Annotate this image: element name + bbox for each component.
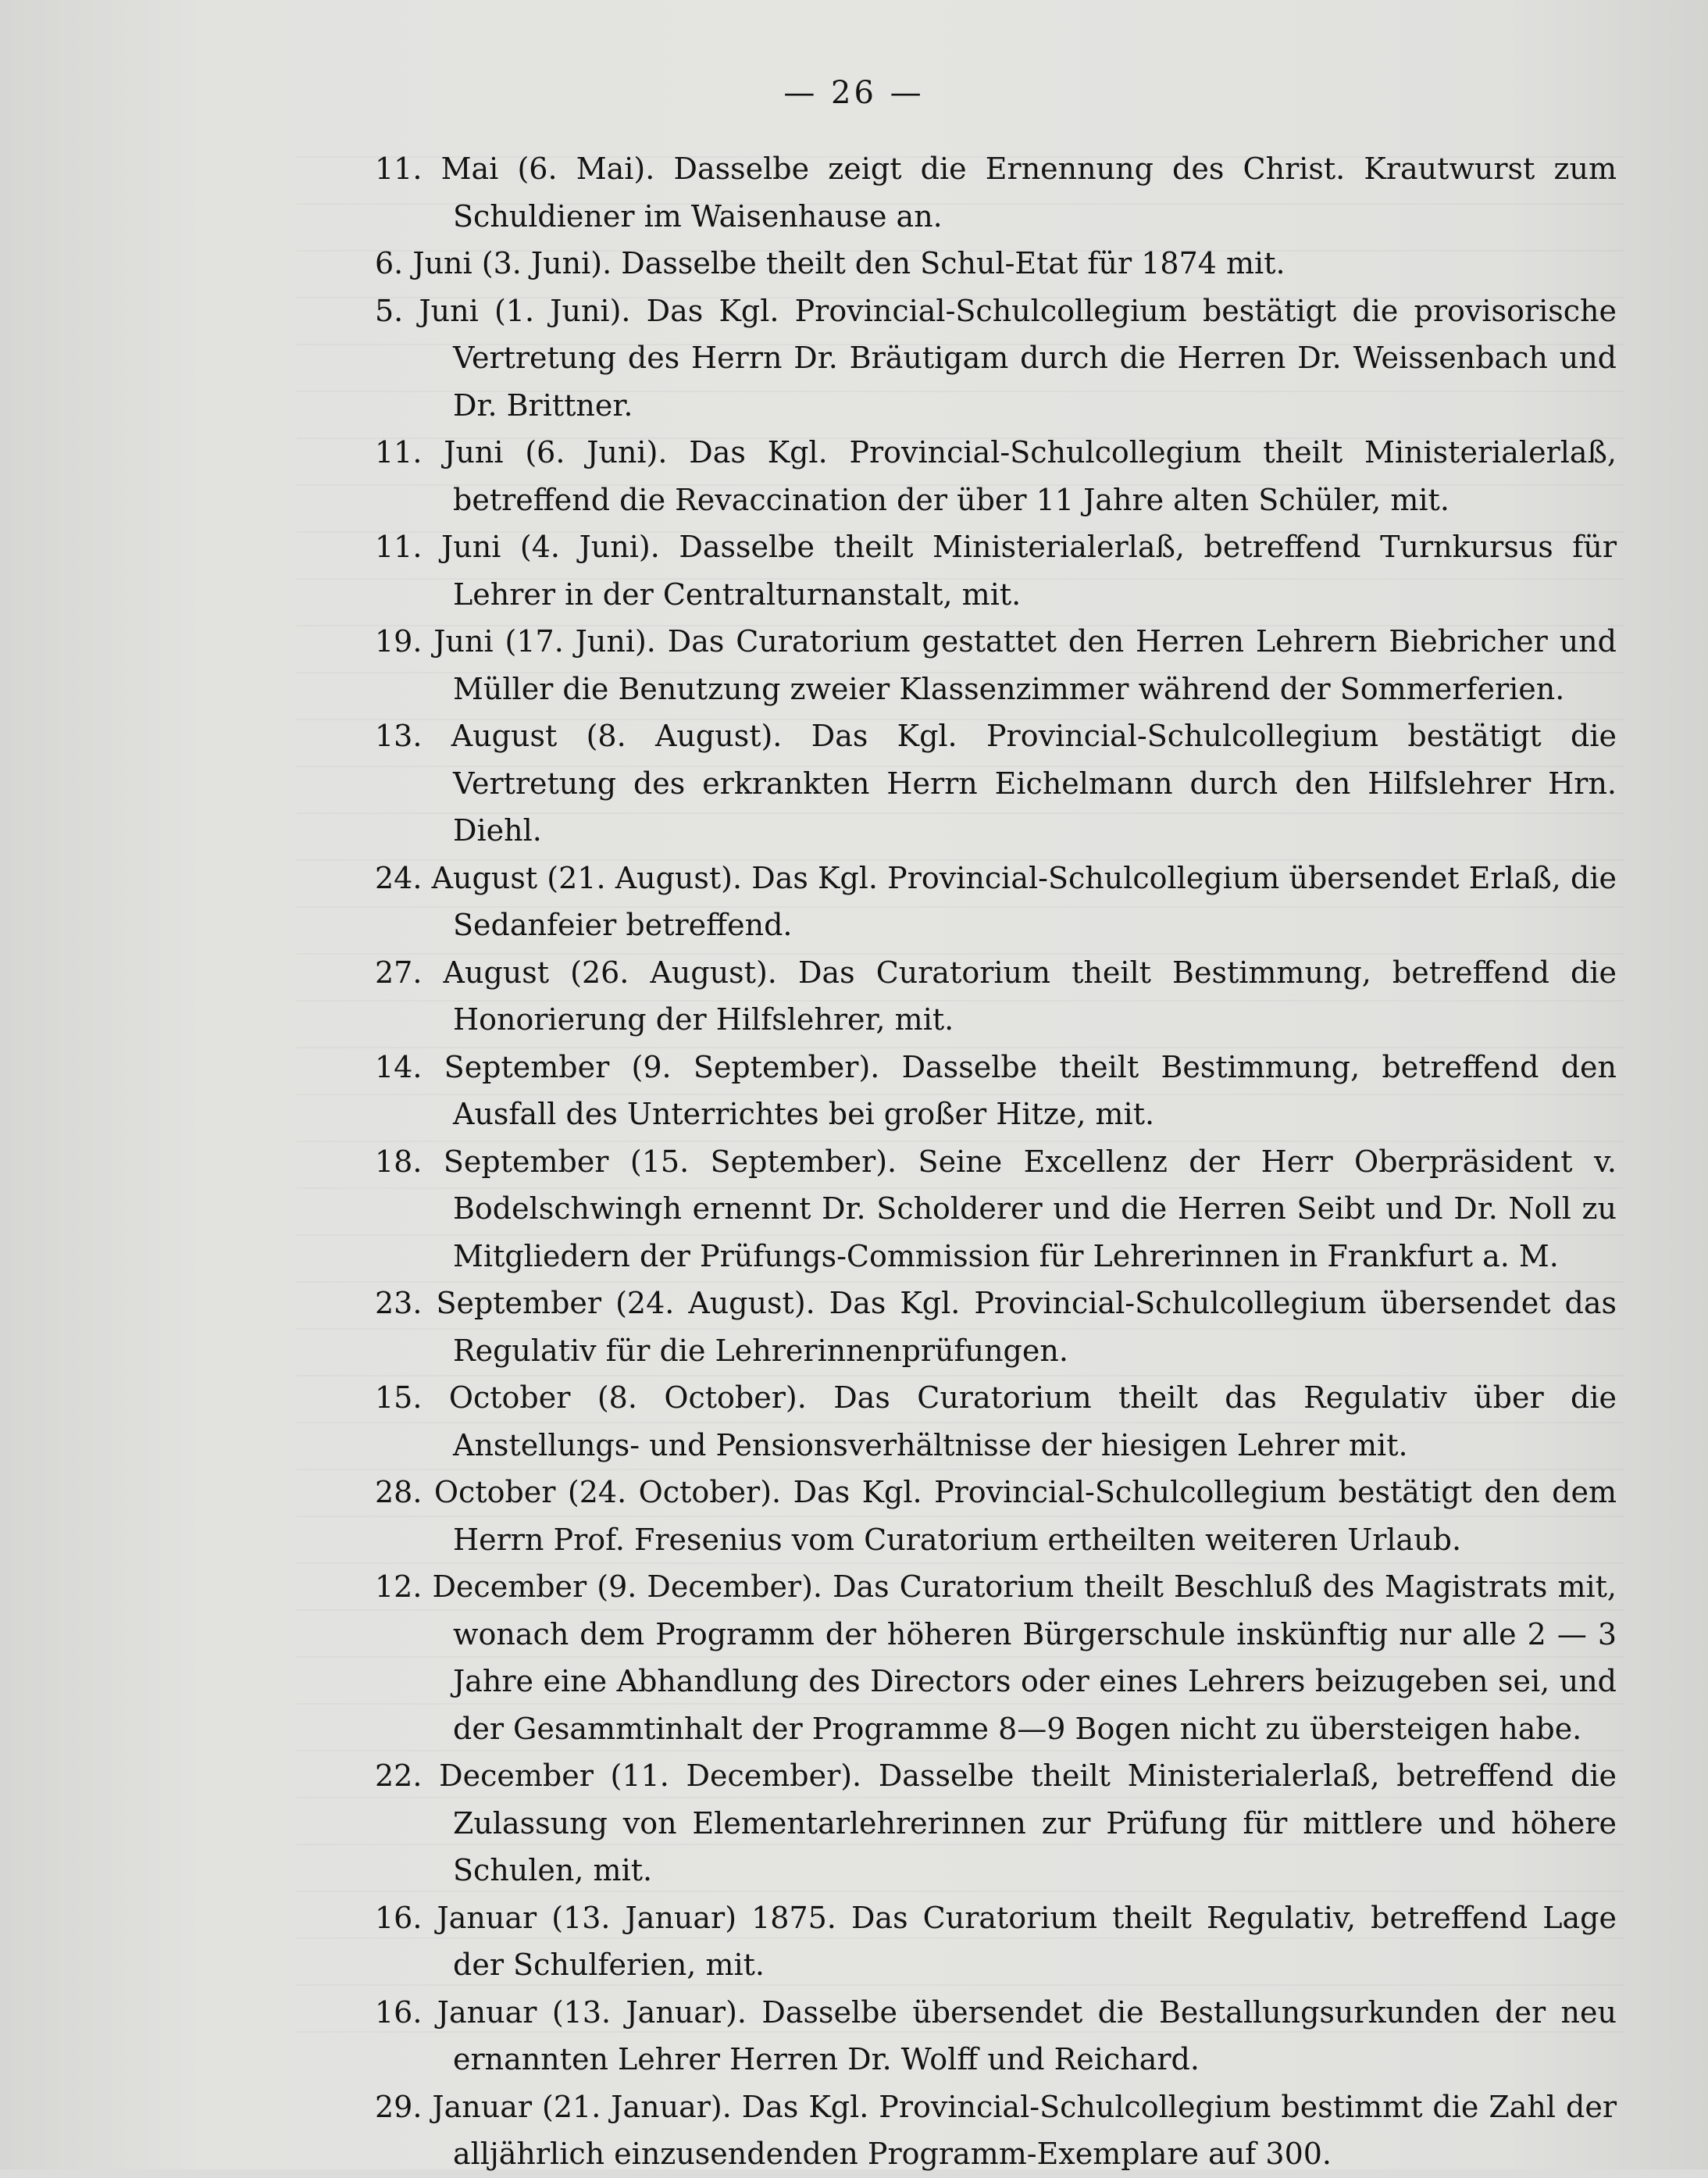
list-item: [375, 1044, 1617, 1138]
list-item: [375, 1280, 1617, 1374]
chronicle-entries: [375, 145, 1617, 2178]
entry-date: 5. Juni (1. Juni).: [375, 293, 631, 328]
list-item: [375, 2083, 1617, 2178]
entry-text: Das Curatorium theilt Regulativ, betreffend Lage der Schulferien, mit.: [453, 1900, 1617, 1982]
list-item: [375, 523, 1617, 618]
list-item: [375, 855, 1617, 949]
entry-date: 23. September (24. August).: [375, 1286, 815, 1320]
entry-date: 11. Mai (6. Mai).: [375, 152, 655, 186]
entry-text: Das Kgl. Provincial-Schulcollegium übersendet Erlaß, die Sedanfeier betreffend.: [453, 860, 1617, 942]
entry-text: Dasselbe zeigt die Ernennung des Christ. Krautwurst zum Schuldiener im Waisenhause an.: [453, 152, 1617, 234]
entry-date: 22. December (11. December).: [375, 1758, 862, 1793]
entry-date: 11. Juni (4. Juni).: [375, 530, 660, 564]
entry-date: 14. September (9. September).: [375, 1049, 880, 1084]
list-item: [375, 949, 1617, 1044]
list-item: [375, 1469, 1617, 1563]
entry-date: 12. December (9. December).: [375, 1569, 823, 1604]
entry-date: 19. Juni (17. Juni).: [375, 624, 656, 659]
list-item: [375, 712, 1617, 855]
entry-text: Das Curatorium gestattet den Herren Lehrern Biebricher und Müller die Benutzung zweier Klassenzimmer während der Sommerferien.: [453, 624, 1617, 706]
entry-date: 29. Januar (21. Januar).: [375, 2089, 732, 2124]
list-item: [375, 429, 1617, 523]
entry-date: 16. Januar (13. Januar) 1875.: [375, 1900, 836, 1935]
entry-date: 11. Juni (6. Juni).: [375, 435, 668, 470]
list-item: [375, 618, 1617, 712]
list-item: [375, 1138, 1617, 1280]
entry-date: 27. August (26. August).: [375, 955, 777, 990]
entry-text: Das Kgl. Provincial-Schulcollegium bestimmt die Zahl der alljährlich einzusendenden Programm-Exemplare auf 300.: [453, 2089, 1617, 2171]
list-item: [375, 287, 1617, 430]
list-item: [375, 1989, 1617, 2083]
entry-date: 15. October (8. October).: [375, 1380, 807, 1415]
entry-text: Das Kgl. Provincial-Schulcollegium bestätigt die provisorische Vertretung des Herrn Dr. Bräutigam durch die Herren Dr. Weissenbach und Dr. Brittner.: [453, 293, 1617, 423]
entry-text: Dasselbe theilt Ministerialerlaß, betreffend die Zulassung von Elementarlehrerinnen zur Prüfung für mittlere und höhere Schulen, mit.: [453, 1758, 1617, 1887]
entry-text: Dasselbe theilt den Schul-Etat für 1874 mit.: [621, 246, 1285, 280]
entry-date: 6. Juni (3. Juni).: [375, 246, 612, 280]
entry-date: 24. August (21. August).: [375, 860, 743, 895]
entry-text: Seine Excellenz der Herr Oberpräsident v. Bodelschwingh ernennt Dr. Scholderer und die Herren Seibt und Dr. Noll zu Mitgliedern der Prüfungs-Commission für Lehrerinnen in Frankfurt a. M.: [453, 1144, 1617, 1273]
entry-text: Das Curatorium theilt das Regulativ über die Anstellungs- und Pensionsverhältnisse der hiesigen Lehrer mit.: [453, 1380, 1617, 1462]
entry-text: Das Curatorium theilt Bestimmung, betreffend die Honorierung der Hilfslehrer, mit.: [453, 955, 1617, 1037]
entry-text: Das Kgl. Provincial-Schulcollegium übersendet das Regulativ für die Lehrerinnenprüfungen.: [453, 1286, 1617, 1368]
list-item: [375, 240, 1617, 287]
entry-text: Dasselbe theilt Bestimmung, betreffend den Ausfall des Unterrichtes bei großer Hitze, mit.: [453, 1049, 1617, 1131]
entry-date: 16. Januar (13. Januar).: [375, 1994, 747, 2030]
entry-text: Das Kgl. Provincial-Schulcollegium bestätigt den dem Herrn Prof. Fresenius vom Curatorium ertheilten weiteren Urlaub.: [453, 1475, 1617, 1557]
list-item: [375, 1563, 1617, 1752]
entry-date: 28. October (24. October).: [375, 1475, 782, 1509]
entry-text: Das Curatorium theilt Beschluß des Magistrats mit, wonach dem Programm der höheren Bürgerschule inskünftig nur alle 2 — 3 Jahre eine Abhandlung des Directors oder eines Lehrers beizugeben sei, und der Gesammtinhalt der Programme 8—9 Bogen nicht zu übersteigen habe.: [453, 1569, 1617, 1746]
list-item: [375, 145, 1617, 240]
entry-text: Das Kgl. Provincial-Schulcollegium bestätigt die Vertretung des erkrankten Herrn Eichelmann durch den Hilfslehrer Hrn. Diehl.: [453, 719, 1617, 848]
list-item: [375, 1752, 1617, 1894]
entry-text: Dasselbe theilt Ministerialerlaß, betreffend Turnkursus für Lehrer in der Centralturnanstalt, mit.: [453, 530, 1617, 612]
entry-text: Das Kgl. Provincial-Schulcollegium theilt Ministerialerlaß, betreffend die Revaccination der über 11 Jahre alten Schüler, mit.: [453, 435, 1617, 517]
entry-date: 18. September (15. September).: [375, 1144, 897, 1179]
entry-date: 13. August (8. August).: [375, 719, 783, 753]
page-number: — 26 —: [783, 75, 925, 111]
entry-text: Dasselbe übersendet die Bestallungsurkunden der neu ernannten Lehrer Herren Dr. Wolff und Reichard.: [453, 1994, 1617, 2076]
list-item: [375, 1374, 1617, 1469]
list-item: [375, 1894, 1617, 1989]
